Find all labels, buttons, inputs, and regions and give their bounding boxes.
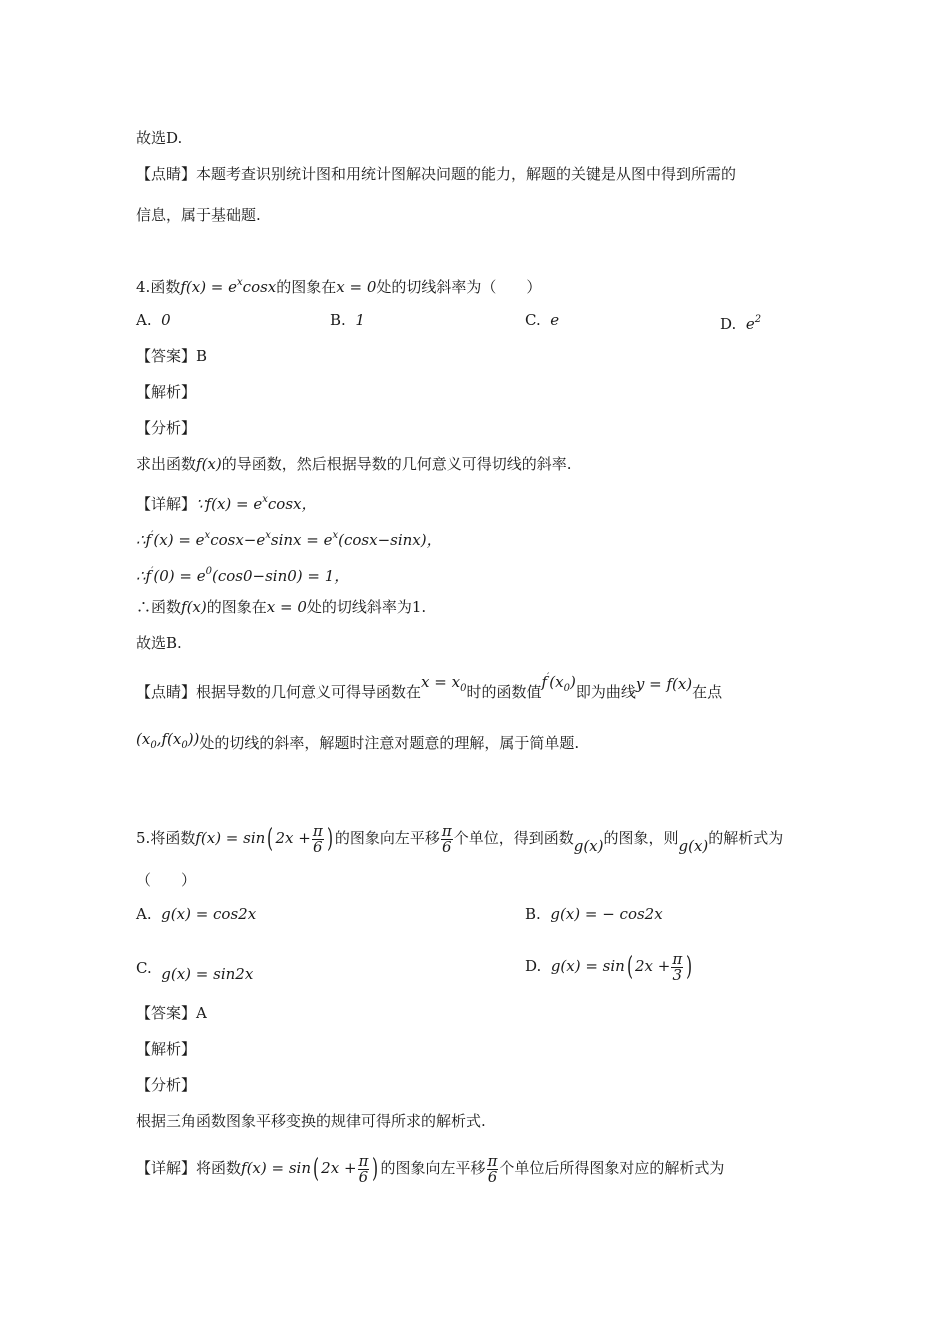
q5-option-b: B. g(x) = − cos2x bbox=[525, 905, 663, 923]
q4-fenxi-tag: 【分析】 bbox=[136, 419, 197, 437]
prev-comment-line2: 信息，属于基础题. bbox=[136, 206, 261, 224]
q5-answer: 【答案】A bbox=[136, 1004, 207, 1022]
q5-fenxi: 根据三角函数图象平移变换的规律可得所求的解析式. bbox=[136, 1112, 486, 1130]
q4-detail-line2: ∴f′(x) = $e^x\cos x-e^x\sin x = e^x(\cos x-\sin x)$， bbox=[136, 530, 442, 549]
q4-detail-line4: ∴函数f(x)的图象在x = 0处的切线斜率为1. bbox=[136, 598, 427, 616]
q4-fenxi: 求出函数f(x)的导函数，然后根据导数的几何意义可得切线的斜率. bbox=[136, 455, 572, 473]
q5-option-c: C. g(x) = sin2x bbox=[136, 959, 254, 983]
q5-detail: 【详解】将函数f(x) = sin( 2x + $\frac{\pi}{6}$ ) 的图象向左平移 $\frac{\pi}{6}$ 个单位后所得图象对应的解析式为 bbox=[136, 1151, 725, 1186]
q4-comment-line2: $(x_0,f(x_0))$处的切线的斜率，解题时注意对题意的理解，属于简单题. bbox=[136, 730, 580, 752]
prev-conclusion: 故选D. bbox=[136, 129, 183, 147]
q4-analysis-tag: 【解析】 bbox=[136, 383, 197, 401]
q4-option-b: B. 1 bbox=[330, 311, 365, 329]
q4-stem: 4.函数$f(x) = e^x\cos x$的图象在x = 0处的切线斜率为（ ） bbox=[136, 277, 542, 296]
q4-option-c: C. e bbox=[525, 311, 560, 329]
q4-answer: 【答案】B bbox=[136, 347, 208, 365]
q4-conclusion: 故选B. bbox=[136, 634, 182, 652]
q5-stem: 5.将函数f(x) = sin( 2x + $\frac{\pi}{6}$ ) 的图象向左平移 $\frac{\pi}{6}$ 个单位，得到函数g(x)的图象，则g(x)的解析式为 bbox=[136, 821, 784, 856]
q4-detail-line3: ∴f′(0) = $e^0(\cos 0-\sin 0) = 1$， bbox=[136, 566, 350, 585]
q4-detail-line1: 【详解】∵f(x) = $e^x\cos x$， bbox=[136, 494, 317, 513]
q4-comment-line1: 【点睛】根据导数的几何意义可得导函数在$x = x_0$时的函数值$f'(x_0)$即为曲线y = f(x)在点 bbox=[136, 672, 723, 701]
q4-option-d: D. $e^2$ bbox=[720, 314, 762, 333]
q4-option-a: A. 0 bbox=[136, 311, 171, 329]
q5-option-d: D. g(x) = sin( 2x + $\frac{\pi}{3}$ ) bbox=[525, 949, 693, 984]
q5-analysis-tag: 【解析】 bbox=[136, 1040, 197, 1058]
q5-fenxi-tag: 【分析】 bbox=[136, 1076, 197, 1094]
comment-tag: 【点睛】 bbox=[136, 165, 197, 183]
q5-paren: （ ） bbox=[136, 871, 197, 889]
prev-comment-line1: 【点睛】本题考查识别统计图和用统计图解决问题的能力，解题的关键是从图中得到所需的 bbox=[136, 165, 737, 183]
q5-option-a: A. g(x) = cos2x bbox=[136, 905, 257, 923]
